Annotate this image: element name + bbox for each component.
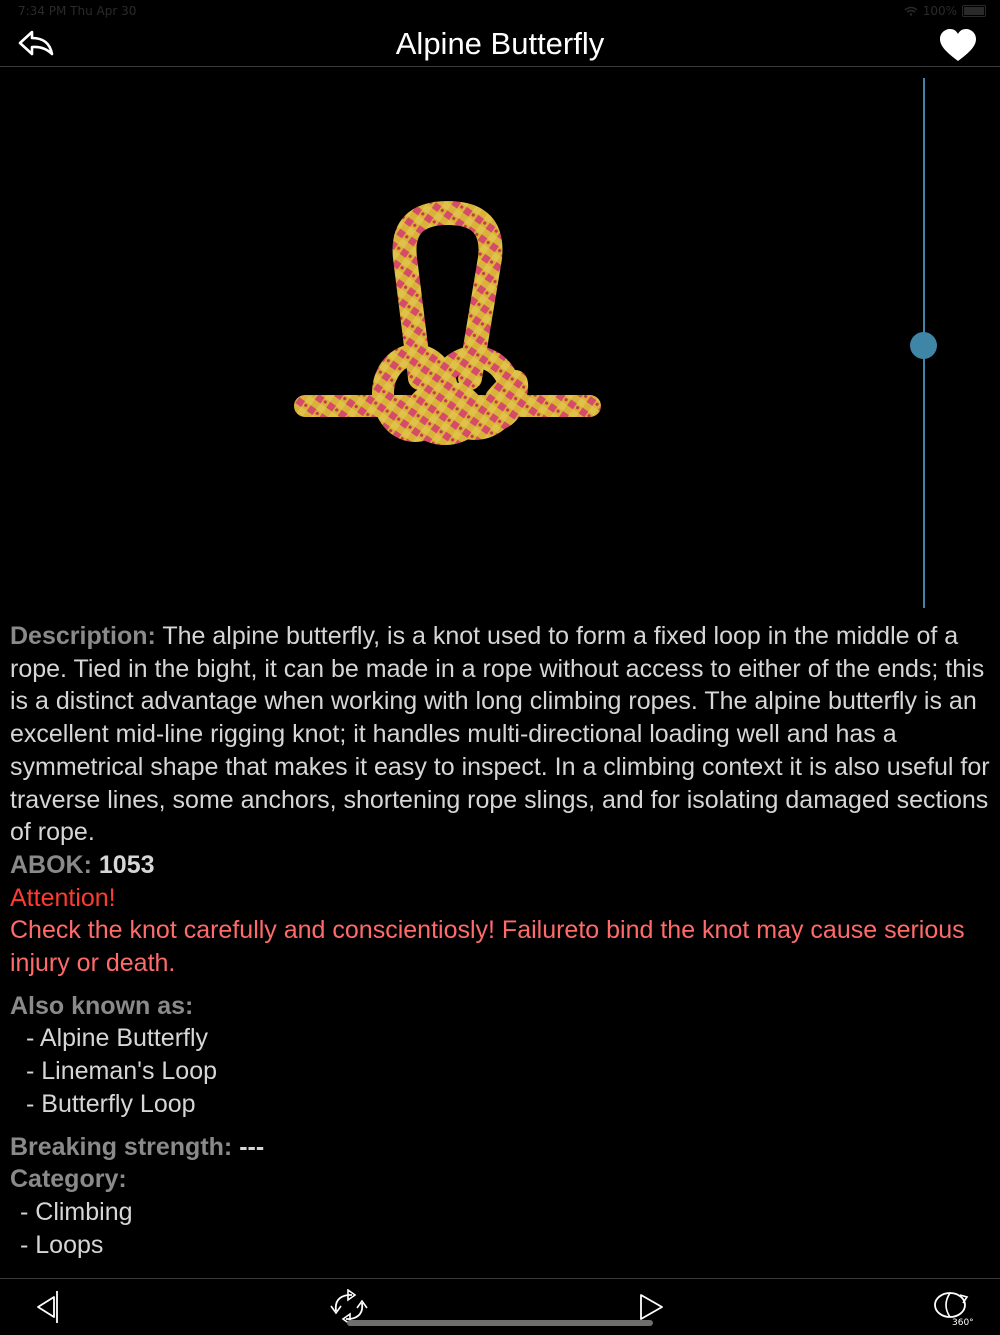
knot-3d-viewer[interactable]: [0, 68, 1000, 613]
attention-title: Attention!: [10, 883, 116, 912]
abok-label: ABOK:: [10, 850, 92, 879]
home-indicator[interactable]: [347, 1320, 653, 1326]
triangle-left-icon: [34, 1289, 64, 1325]
knot-model-image: [0, 68, 1000, 613]
heart-icon: [938, 28, 978, 64]
360-rotate-icon: [930, 1289, 976, 1329]
view-360-button[interactable]: [930, 1289, 976, 1328]
category-item: - Climbing: [20, 1197, 133, 1226]
wifi-icon: [904, 6, 918, 16]
aka-block: [10, 990, 990, 1121]
abok-value: 1053: [91, 850, 155, 879]
battery-icon: [962, 5, 986, 17]
aka-item: - Alpine Butterfly: [26, 1024, 209, 1053]
page-title: Alpine Butterfly: [395, 26, 605, 61]
knot-details: [10, 620, 990, 1277]
attention-block: [10, 882, 990, 980]
favorite-button[interactable]: [938, 28, 978, 64]
zoom-slider-thumb[interactable]: [910, 332, 937, 359]
description-paragraph: [10, 620, 990, 849]
category-block: [10, 1163, 990, 1261]
breaking-strength-value: ---: [232, 1132, 265, 1161]
abok-row: [10, 849, 990, 882]
360-label: 360°: [952, 1318, 974, 1328]
category-item: - Loops: [20, 1230, 104, 1259]
attention-text: Check the knot carefully and conscientiosly! Failureto bind the knot may cause serious injury or death.: [10, 916, 965, 978]
breaking-strength-row: [10, 1131, 990, 1164]
battery-percent: 100%: [922, 4, 957, 18]
status-time-date: 7:34 PM Thu Apr 30: [18, 4, 137, 18]
nav-bar: [0, 22, 1000, 67]
aka-item: - Lineman's Loop: [26, 1057, 218, 1086]
breaking-strength-label: Breaking strength:: [10, 1132, 233, 1161]
bottom-toolbar: [0, 1278, 1000, 1335]
description-text: The alpine butterfly, is a knot used to form a fixed loop in the middle of a rope. Tied in the bight, it can be made in a rope without access to either of the ends; this is a distinct advantage when working with long climbing ropes. The alpine butterfly is an excellent mid-line rigging knot; it handles multi-directional loading well and has a symmetrical shape that makes it easy to inspect. In a climbing context it is also useful for traverse lines, some anchors, shortening rope slings, and for isolating damaged sections of rope.: [10, 622, 990, 847]
status-right: [904, 4, 986, 18]
aka-label: Also known as:: [10, 991, 194, 1020]
status-bar: [0, 0, 1000, 22]
category-label: Category:: [10, 1165, 127, 1194]
previous-step-button[interactable]: [34, 1289, 64, 1325]
description-label: Description:: [10, 622, 156, 650]
aka-item: - Butterfly Loop: [26, 1089, 196, 1118]
